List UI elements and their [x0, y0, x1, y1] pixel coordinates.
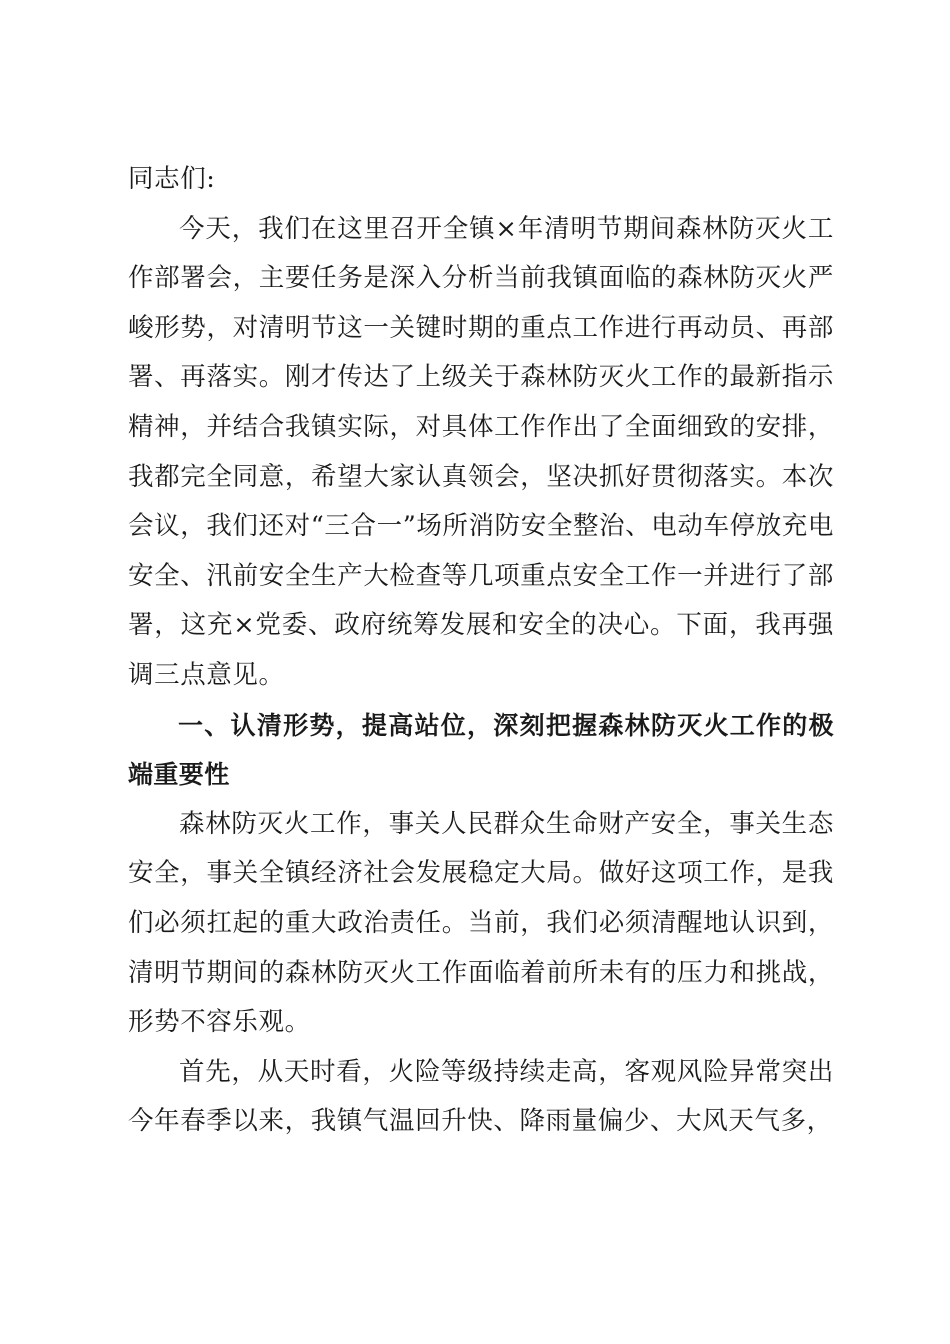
section-heading-1: 一、认清形势，提高站位，深刻把握森林防灭火工作的极端重要性	[128, 710, 834, 790]
paragraph-weather-risk: 首先，从天时看，火险等级持续走高，客观风险异常突出今年春季以来，我镇气温回升快、降雨量偏少、大风天气多，	[128, 1056, 834, 1137]
paragraph-importance: 森林防灭火工作，事关人民群众生命财产安全，事关生态安全，事关全镇经济社会发展稳定大局。做好这项工作，是我们必须扛起的重大政治责任。当前，我们必须清醒地认识到，清明节期间的森林防灭火工作面临着前所未有的压力和挑战，形势不容乐观。	[128, 808, 834, 1038]
paragraph-intro: 今天，我们在这里召开全镇×年清明节期间森林防灭火工作部署会，主要任务是深入分析当前我镇面临的森林防灭火严峻形势，对清明节这一关键时期的重点工作进行再动员、再部署、再落实。刚才传达了上级关于森林防灭火工作的最新指示精神，并结合我镇实际，对具体工作作出了全面细致的安排，我都完全同意，希望大家认真领会，坚决抓好贯彻落实。本次会议，我们还对“三合一”场所消防安全整治、电动车停放充电安全、汛前安全生产大检查等几项重点安全工作一并进行了部署，这充×党委、政府统筹发展和安全的决心。下面，我再强调三点意见。	[128, 213, 834, 690]
salutation: 同志们:	[128, 164, 216, 194]
document-body	[128, 155, 834, 1147]
